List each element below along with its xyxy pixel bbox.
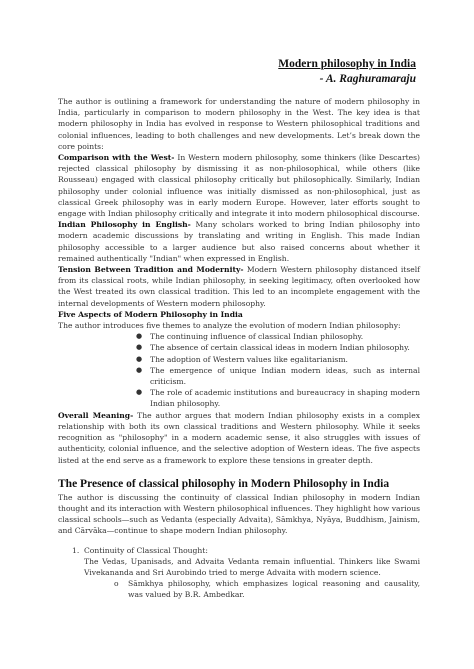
intro-paragraph: The author is outlining a framework for understanding the nature of modern philosophy in India, particularly in comparison to modern philosophy in the West. The key idea is that modern philosophy in India has evolved in response to Western philosophical traditions and colonial influences, leading to both challenges and new developments. Let’s break down the core points: xyxy=(58,97,420,151)
section-comparison xyxy=(58,152,420,219)
document-author: - A. Raghuramaraju xyxy=(319,73,416,85)
section-heading: Tension Between Tradition and Modernity- xyxy=(58,265,244,275)
list-item: ● The emergence of unique Indian modern ideas, such as internal criticism. xyxy=(150,365,420,387)
list-item: ● The adoption of Western values like egalitarianism. xyxy=(150,354,420,365)
section-tension xyxy=(58,264,420,309)
section2-heading: The Presence of classical philosophy in Modern Philosophy in India xyxy=(58,477,390,490)
five-aspects-list xyxy=(58,331,420,409)
overall-paragraph xyxy=(58,410,420,466)
sub-list xyxy=(84,578,420,600)
section-heading: Comparison with the West- xyxy=(58,153,175,163)
list-item: ● The role of academic institutions and bureaucracy in shaping modern Indian philosophy. xyxy=(150,387,420,409)
section2-paragraph: The author is discussing the continuity of classical Indian philosophy in modern Indian thought and its interaction with Western philosophical influences. They highlight how various classical schools—such as Vedanta (especially Advaita), Sāmkhya, Nyāya, Buddhism, Jainism, and Cārvāka—continue to shape modern Indian philosophy. xyxy=(58,492,420,536)
list-item-text: The Vedas, Upanisads, and Advaita Vedanta remain influential. Thinkers like Swami Vivekananda and Sri Aurobindo tried to merge Advaita with modern science. xyxy=(84,556,420,577)
sub-list-item: o Sāmkhya philosophy, which emphasizes logical reasoning and causality, was valued by B.R. Ambedkar. xyxy=(128,578,420,600)
section-text: Modern Western philosophy distanced itself from its classical roots, while Indian philosophy, in seeking legitimacy, often overlooked how the West treated its own classical tradition. This led to an incomplete engagement with the internal developments of Western modern philosophy. xyxy=(58,265,420,308)
list-item: ● The absence of certain classical ideas in modern Indian philosophy. xyxy=(150,342,420,353)
numbered-list xyxy=(58,545,420,601)
section-english xyxy=(58,219,420,264)
section-heading: Indian Philosophy in English- xyxy=(58,220,191,230)
overall-text: The author argues that modern Indian philosophy exists in a complex relationship with both its own classical traditions and Western philosophy. While it seeks recognition as "philosophy" in a modern academic sense, it also struggles with issues of authenticity, colonial influence, and the selective adoption of Western ideas. The five aspects listed at the end serve as a framework to explore these tensions in greater depth. xyxy=(58,410,420,465)
section-text: In Western modern philosophy, some thinkers (like Descartes) rejected classical philosophy by dismissing it as non-philosophical, while others (like Rousseau) engaged with classical philosophy critically but philosophically. Similarly, Indian philosophy under colonial influence was initially dismissed as non-philosophical, just as classical Greek philosophy was in early modern Europe. However, later efforts sought to engage with Indian philosophy critically and integrate it into modern philosophical discourse. xyxy=(58,153,420,219)
title-block xyxy=(278,57,416,87)
document-title: Modern philosophy in India xyxy=(278,58,416,70)
five-aspects-intro: The author introduces five themes to analyze the evolution of modern Indian philosophy: xyxy=(58,321,401,331)
document-body xyxy=(58,96,420,601)
list-item: ● The continuing influence of classical Indian philosophy. xyxy=(150,331,420,342)
list-item xyxy=(72,545,420,601)
section-text: Many scholars worked to bring Indian philosophy into modern academic discussions by translating and writing in English. This made Indian philosophy accessible to a larger audience but also raised concerns about whether it remained authentically "Indian" when expressed in English. xyxy=(58,220,421,263)
five-aspects-heading: Five Aspects of Modern Philosophy in India xyxy=(58,309,243,319)
list-number: 1. xyxy=(72,545,80,555)
overall-heading: Overall Meaning- xyxy=(58,410,134,420)
list-item-title: Continuity of Classical Thought: xyxy=(84,545,208,555)
